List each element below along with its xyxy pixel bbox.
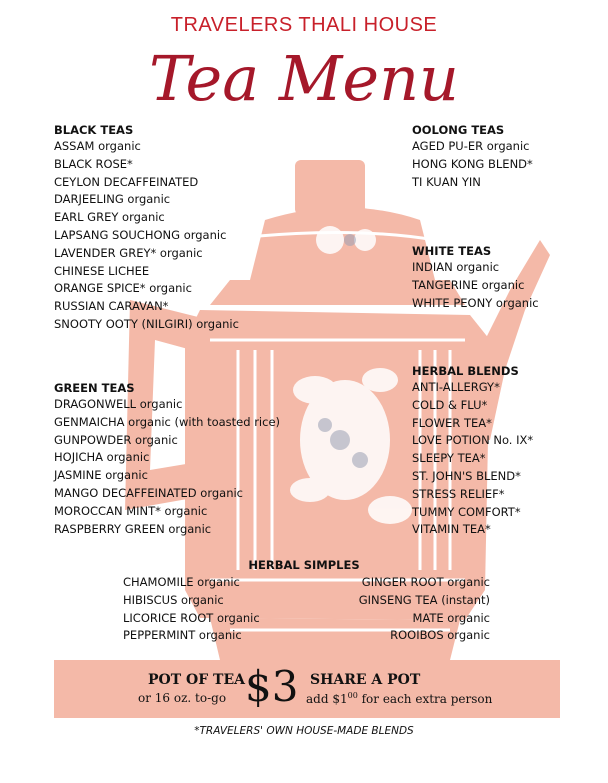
herbal-simples-right-list (359, 574, 490, 645)
pricing-banner (54, 660, 560, 718)
green-teas-heading: GREEN TEAS (54, 381, 135, 395)
list-item: LAVENDER GREY* organic (54, 245, 203, 260)
list-item: DRAGONWELL organic (54, 397, 183, 411)
list-item: AGED PU-ER organic (412, 139, 530, 153)
herbal-blends-heading: HERBAL BLENDS (412, 364, 519, 378)
list-item: PEPPERMINT organic (123, 628, 242, 643)
list-item: BLACK ROSE* (54, 156, 133, 171)
herbal-blends-section (412, 363, 533, 539)
list-item: GINGER ROOT organic (361, 575, 490, 589)
list-item: ST. JOHN'S BLEND* (412, 468, 521, 483)
to-go-label: or 16 oz. to-go (138, 691, 227, 705)
list-item: RASPBERRY GREEN organic (54, 521, 212, 536)
list-item: FLOWER TEA* (412, 415, 492, 430)
green-teas-list (54, 396, 280, 538)
list-item: GUNPOWDER organic (54, 432, 178, 447)
herbal-simples-heading: HERBAL SIMPLES (248, 558, 360, 572)
footnote: *TRAVELERS' OWN HOUSE-MADE BLENDS (194, 725, 414, 737)
list-item: EARL GREY organic (54, 210, 165, 225)
green-teas-section (54, 380, 280, 538)
list-item: STRESS RELIEF* (412, 486, 505, 501)
list-item: DARJEELING organic (54, 192, 171, 207)
extra-price-suffix: for each extra person (357, 692, 493, 706)
white-teas-section (412, 243, 539, 312)
list-item: GENMAICHA organic (with toasted rice) (54, 414, 281, 429)
black-teas-heading: BLACK TEAS (54, 123, 134, 137)
extra-price-prefix: add $1 (306, 692, 348, 706)
list-item: GINSENG TEA (instant) (358, 592, 490, 607)
list-item: LOVE POTION No. IX* (412, 433, 534, 448)
white-teas-heading: WHITE TEAS (412, 244, 492, 258)
oolong-teas-heading: OOLONG TEAS (412, 123, 505, 137)
white-teas-list (412, 259, 539, 312)
list-item: TUMMY COMFORT* (412, 504, 521, 519)
oolong-teas-section (412, 122, 533, 191)
price: $3 (245, 662, 299, 711)
extra-person-price (306, 691, 492, 706)
list-item: ORANGE SPICE* organic (54, 281, 192, 296)
list-item: TANGERINE organic (412, 277, 525, 292)
list-item: COLD & FLU* (412, 397, 488, 412)
list-item: ROOIBOS organic (390, 628, 490, 643)
list-item: MATE organic (412, 610, 490, 625)
pot-of-tea-label: POT OF TEA (148, 672, 245, 688)
black-teas-section (54, 122, 239, 334)
list-item: INDIAN organic (412, 260, 500, 274)
list-item: WHITE PEONY organic (412, 295, 539, 310)
list-item: MANGO DECAFFEINATED organic (54, 485, 244, 500)
extra-price-cents: 00 (347, 691, 358, 700)
list-item: LAPSANG SOUCHONG organic (54, 227, 227, 242)
list-item: HIBISCUS organic (123, 592, 224, 607)
oolong-teas-list (412, 138, 533, 191)
herbal-blends-list (412, 379, 533, 539)
herbal-simples-left-list (123, 574, 260, 645)
list-item: RUSSIAN CARAVAN* (54, 299, 169, 314)
list-item: HOJICHA organic (54, 450, 150, 465)
list-item: SNOOTY OOTY (NILGIRI) organic (54, 316, 239, 331)
list-item: CHAMOMILE organic (123, 575, 240, 589)
list-item: LICORICE ROOT organic (123, 610, 260, 625)
list-item: CHINESE LICHEE (54, 263, 150, 278)
list-item: CEYLON DECAFFEINATED (54, 174, 199, 189)
list-item: MOROCCAN MINT* organic (54, 503, 208, 518)
list-item: TI KUAN YIN (412, 174, 481, 189)
list-item: ANTI-ALLERGY* (412, 380, 500, 394)
share-a-pot-label: SHARE A POT (310, 672, 421, 688)
black-teas-list (54, 138, 239, 334)
list-item: ASSAM organic (54, 139, 141, 153)
house-name: TRAVELERS THALI HOUSE (170, 14, 438, 36)
list-item: SLEEPY TEA* (412, 451, 486, 466)
list-item: JASMINE organic (54, 468, 148, 483)
menu-title: Tea Menu (149, 42, 459, 115)
list-item: HONG KONG BLEND* (412, 156, 533, 171)
list-item: VITAMIN TEA* (412, 522, 491, 537)
